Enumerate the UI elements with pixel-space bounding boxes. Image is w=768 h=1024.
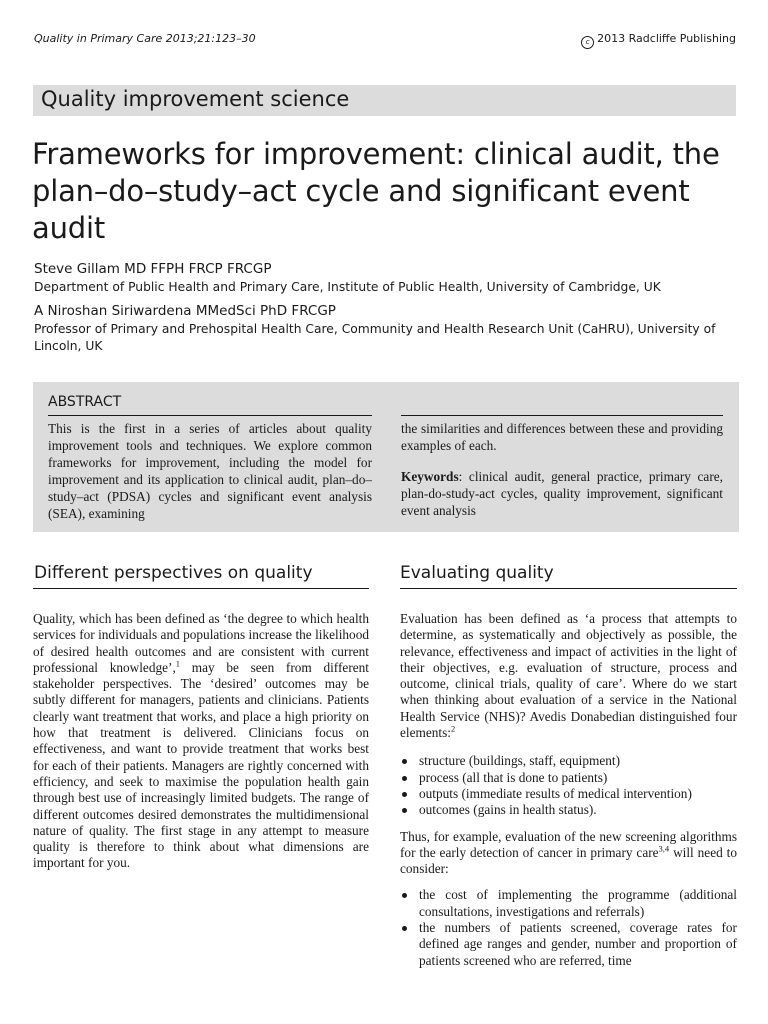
- paragraph-text: Thus, for example, evaluation of the new screening algorithms for the early detection of cancer in primary care: [400, 828, 737, 860]
- abstract-heading: ABSTRACT: [48, 394, 122, 410]
- abstract-column-right: [401, 420, 723, 519]
- author-name-2: A Niroshan Siriwardena MMedSci PhD FRCGP: [34, 303, 336, 319]
- list-item: [400, 887, 737, 920]
- paragraph-text: may be seen from different stakeholder perspectives. The ‘desired’ outcomes may be subtly different for managers, patients and clinicians. Patients clearly want treatment that works, and place a high priority on how that treatment is delivered. Clinicians focus on effectiveness, and want to provide treatment that works best for each of their patients. Managers are rightly concerned with efficiency, and seek to maximise the population health gain through best use of increasingly limited budgets. The range of different outcomes desired demonstrates the multidimensional nature of quality. The first stage in any attempt to measure quality is therefore to think about what dimensions are important for you.: [33, 659, 369, 871]
- section-banner-label: Quality improvement science: [41, 87, 350, 111]
- bullet-icon: [402, 926, 407, 931]
- paragraph-quality-definition: [33, 611, 369, 872]
- bullet-icon: [402, 776, 407, 781]
- article-title: Frameworks for improvement: clinical audit, the plan–do–study–act cycle and significant event audit: [32, 137, 720, 245]
- list-item-text: outcomes (gains in health status).: [419, 802, 597, 818]
- paragraph-text: will need to consider:: [400, 844, 737, 877]
- list-item-text: process (all that is done to patients): [419, 769, 608, 785]
- heading-rule-left: [33, 588, 369, 589]
- bullet-icon: [402, 808, 407, 813]
- abstract-rule-right: [401, 415, 723, 416]
- list-item-text: outputs (immediate results of medical intervention): [419, 785, 692, 801]
- citation-ref: 3,4: [658, 843, 670, 854]
- paragraph-text: Quality, which has been defined as ‘the degree to which health services for individuals and populations increase the likelihood of desired health outcomes and are consistent with current professional knowledge’,: [33, 611, 369, 675]
- citation-ref: 1: [175, 658, 181, 669]
- list-item-text: the numbers of patients screened, coverage rates for defined age ranges and gender, number and proportion of patients screened who are referred, time: [419, 920, 737, 968]
- heading-different-perspectives: Different perspectives on quality: [34, 563, 313, 583]
- author-affiliation-1: Department of Public Health and Primary Care, Institute of Public Health, University of Cambridge, UK: [34, 280, 661, 294]
- list-item-text: the cost of implementing the programme (additional consultations, investigations and referrals): [419, 887, 737, 919]
- keywords: [401, 468, 723, 519]
- citation-ref: 2: [450, 723, 456, 734]
- abstract-text-left: This is the first in a series of articles about quality improvement tools and techniques. We explore common frameworks for improvement, including the model for improvement and its application to clinical audit, plan–do–study–act (PDSA) cycles and significant event analysis (SEA), examining: [48, 421, 372, 522]
- keywords-list: : clinical audit, general practice, primary care, plan-do-study-act cycles, quality improvement, significant event analysis: [401, 469, 723, 519]
- heading-rule-right: [400, 588, 737, 589]
- bullet-icon: [402, 893, 407, 898]
- abstract-box: [33, 382, 739, 532]
- bullet-icon: [402, 759, 407, 764]
- section-banner: [33, 85, 736, 116]
- paragraph-evaluation-definition: [400, 611, 737, 741]
- paragraph-screening-example: [400, 829, 737, 878]
- copyright-text: 2013 Radcliffe Publishing: [597, 32, 736, 45]
- abstract-rule-left: [48, 415, 372, 416]
- running-head: [34, 32, 736, 48]
- screening-considerations-list: [400, 887, 737, 968]
- list-item: [400, 770, 737, 786]
- bullet-icon: [402, 792, 407, 797]
- list-item: [400, 920, 737, 969]
- keywords-label: Keywords: [401, 469, 459, 485]
- list-item-text: structure (buildings, staff, equipment): [419, 753, 621, 769]
- left-body-text: [33, 611, 369, 872]
- copyright-notice: [581, 32, 736, 49]
- copyright-icon: c: [581, 36, 594, 49]
- journal-citation: Quality in Primary Care 2013;21:123–30: [34, 32, 256, 45]
- donabedian-elements-list: [400, 753, 737, 818]
- right-body-text: [400, 611, 737, 969]
- author-affiliation-2: Professor of Primary and Prehospital Health Care, Community and Health Research Unit (CaHRU), University of Lincoln, UK: [34, 322, 716, 353]
- list-item: [400, 802, 737, 818]
- author-name-1: Steve Gillam MD FFPH FRCP FRCGP: [34, 261, 272, 277]
- paragraph-text: Evaluation has been defined as ‘a process that attempts to determine, as systematically and objectively as possible, the relevance, effectiveness and impact of activities in the light of their objectives, e.g. evaluation of structure, process and outcome, clinical trials, quality of care’. Where do we start when thinking about evaluation of a service in the National Health Service (NHS)? Avedis Donabedian distinguished four elements:: [400, 611, 737, 741]
- list-item: [400, 786, 737, 802]
- abstract-text-right: the similarities and differences between these and providing examples of each.: [401, 421, 723, 454]
- heading-evaluating-quality: Evaluating quality: [400, 563, 554, 583]
- list-item: [400, 753, 737, 769]
